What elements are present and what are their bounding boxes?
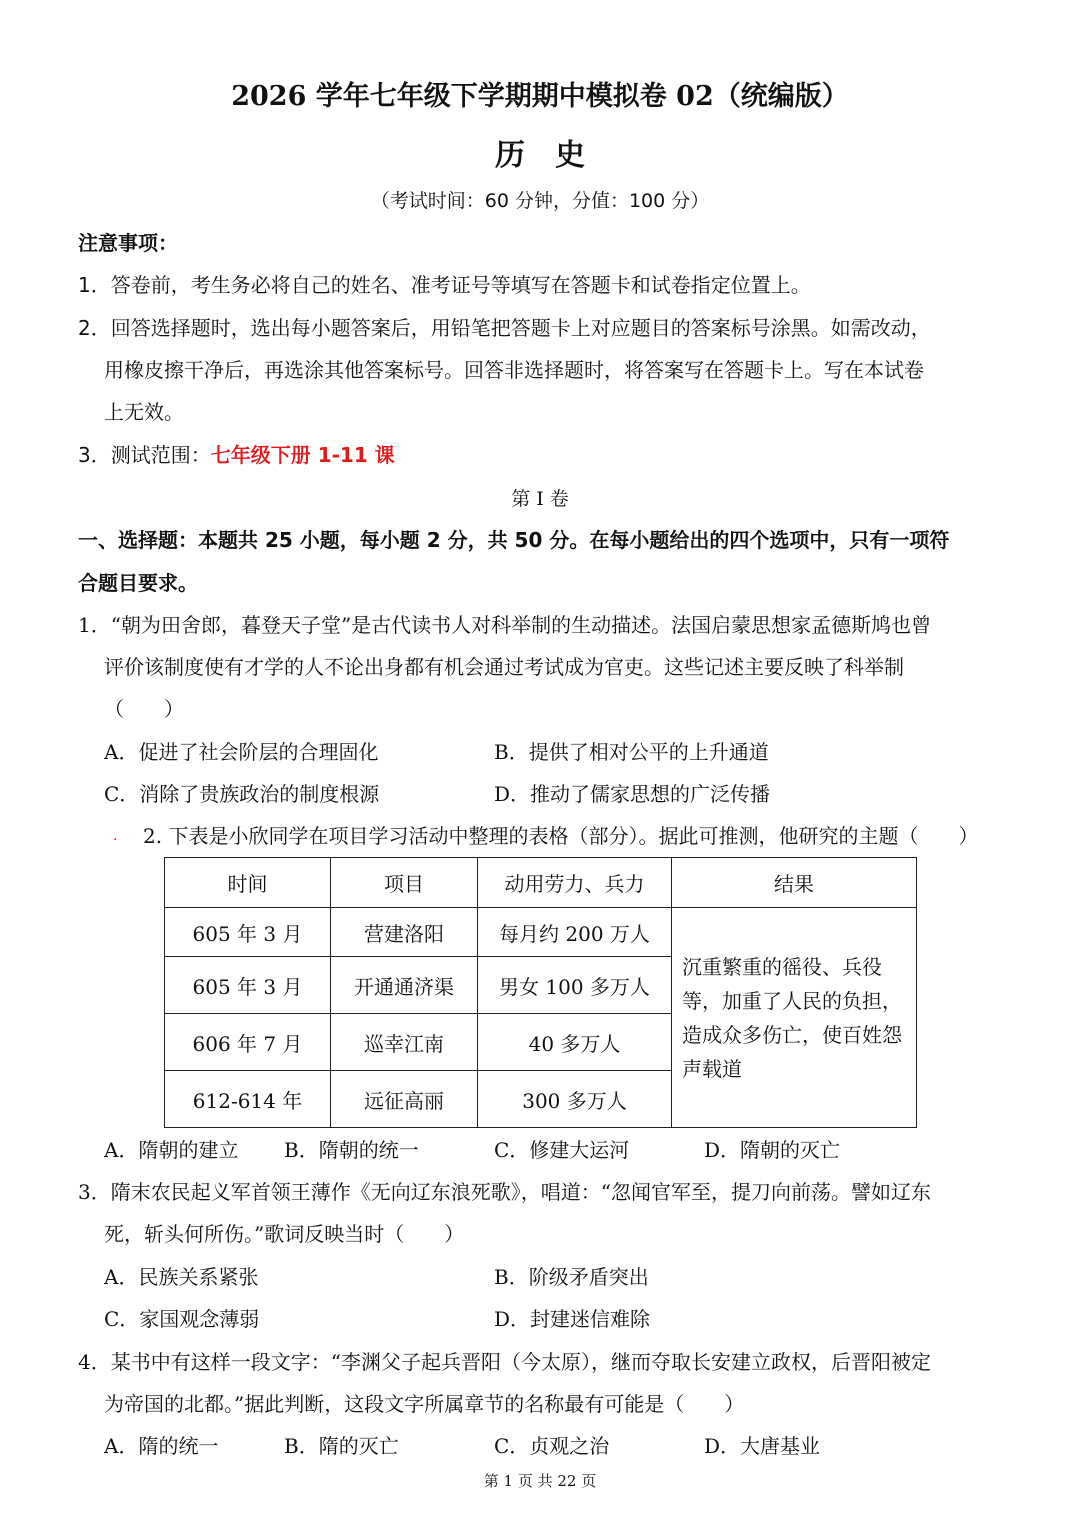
q1-stem-line-1: 1．“朝为田舍郎，暮登天子堂”是古代读书人对科举制的生动描述。法国启蒙思想家孟德斯鸠也曾: [78, 613, 932, 637]
q2-stem: 2. 下表是小欣同学在项目学习活动中整理的表格（部分）。据此可推测，他研究的主题（ ）: [143, 824, 979, 848]
table-cell-labor: 300 多万人: [478, 1071, 672, 1128]
test-range: 七年级下册 1-11 课: [210, 443, 395, 467]
notice-item-3-label: 3．测试范围：: [78, 443, 211, 467]
exam-title: 2026 学年七年级下学期期中模拟卷 02（统编版）: [231, 81, 849, 112]
notice-item-2-line-1: 2．回答选择题时，选出每小题答案后，用铅笔把答题卡上对应题目的答案标号涂黑。如需改动，: [78, 316, 931, 340]
q2-option-b[interactable]: B．隋朝的统一: [284, 1138, 419, 1162]
q1-stem-line-2: 评价该制度使有才学的人不论出身都有机会通过考试成为官吏。这些记述主要反映了科举制: [104, 655, 904, 679]
table-cell-project: 巡幸江南: [331, 1014, 478, 1071]
table-cell-time: 612-614 年: [165, 1071, 331, 1128]
subject-title: 历 史: [495, 138, 585, 173]
section-heading-line-2: 合题目要求。: [78, 571, 198, 595]
notice-item-3: [78, 441, 395, 469]
table-cell-labor: 40 多万人: [478, 1014, 672, 1071]
table-header: 结果: [672, 858, 917, 908]
exam-info: （考试时间：60 分钟，分值：100 分）: [370, 190, 710, 212]
q2-option-a[interactable]: A．隋朝的建立: [104, 1138, 239, 1162]
table-cell-labor: 男女 100 多万人: [478, 957, 672, 1014]
q1-option-a[interactable]: A．促进了社会阶层的合理固化: [104, 740, 379, 764]
q4-stem-line-2: 为帝国的北都。”据此判断，这段文字所属章节的名称最有可能是（ ）: [104, 1392, 745, 1416]
q1-option-d[interactable]: D．推动了儒家思想的广泛传播: [494, 782, 771, 806]
edit-marker: ·: [113, 832, 118, 848]
table-cell-result: 沉重繁重的徭役、兵役等，加重了人民的负担，造成众多伤亡，使百姓怨声载道: [672, 908, 917, 1128]
volume-heading: 第 I 卷: [511, 488, 569, 510]
table-cell-time: 605 年 3 月: [165, 908, 331, 957]
table-row: [165, 908, 917, 957]
q1-answer-blank: （ ）: [104, 697, 184, 721]
q4-option-d[interactable]: D．大唐基业: [704, 1434, 821, 1458]
table-cell-time: 606 年 7 月: [165, 1014, 331, 1071]
notice-item-1: 1．答卷前，考生务必将自己的姓名、准考证号等填写在答题卡和试卷指定位置上。: [78, 273, 811, 297]
table-header-row: [165, 858, 917, 908]
q3-option-d[interactable]: D．封建迷信难除: [494, 1307, 651, 1331]
table-cell-time: 605 年 3 月: [165, 957, 331, 1014]
q4-option-b[interactable]: B．隋的灭亡: [284, 1434, 399, 1458]
table-header: 项目: [331, 858, 478, 908]
q3-option-c[interactable]: C．家国观念薄弱: [104, 1307, 260, 1331]
section-heading-line-1: 一、选择题：本题共 25 小题，每小题 2 分，共 50 分。在每小题给出的四个选项中，只有一项符: [78, 528, 950, 552]
notice-item-2-line-3: 上无效。: [104, 400, 184, 424]
notice-item-2-line-2: 用橡皮擦干净后，再选涂其他答案标号。回答非选择题时，将答案写在答题卡上。写在本试卷: [104, 358, 924, 382]
table-header: 动用劳力、兵力: [478, 858, 672, 908]
table-cell-labor: 每月约 200 万人: [478, 908, 672, 957]
q3-option-a[interactable]: A．民族关系紧张: [104, 1265, 259, 1289]
table-cell-project: 远征高丽: [331, 1071, 478, 1128]
table-cell-project: 营建洛阳: [331, 908, 478, 957]
q4-option-a[interactable]: A．隋的统一: [104, 1434, 219, 1458]
table-cell-project: 开通通济渠: [331, 957, 478, 1014]
notice-heading: 注意事项：: [78, 231, 178, 255]
q2-option-d[interactable]: D．隋朝的灭亡: [704, 1138, 841, 1162]
q3-option-b[interactable]: B．阶级矛盾突出: [494, 1265, 649, 1289]
q2-table: [164, 857, 917, 1128]
table-header: 时间: [165, 858, 331, 908]
q3-stem-line-1: 3．隋末农民起义军首领王薄作《无向辽东浪死歌》，唱道：“忽闻官军至，提刀向前荡。譬如辽东: [78, 1180, 931, 1204]
page-footer: 第 1 页 共 22 页: [483, 1472, 597, 1490]
q1-option-b[interactable]: B．提供了相对公平的上升通道: [494, 740, 769, 764]
q1-option-c[interactable]: C．消除了贵族政治的制度根源: [104, 782, 380, 806]
q3-stem-line-2: 死，斩头何所伤。”歌词反映当时（ ）: [104, 1222, 465, 1246]
q2-option-c[interactable]: C．修建大运河: [494, 1138, 630, 1162]
q4-option-c[interactable]: C．贞观之治: [494, 1434, 610, 1458]
q4-stem-line-1: 4．某书中有这样一段文字：“李渊父子起兵晋阳（今太原），继而夺取长安建立政权，后晋阳被定: [78, 1350, 931, 1374]
